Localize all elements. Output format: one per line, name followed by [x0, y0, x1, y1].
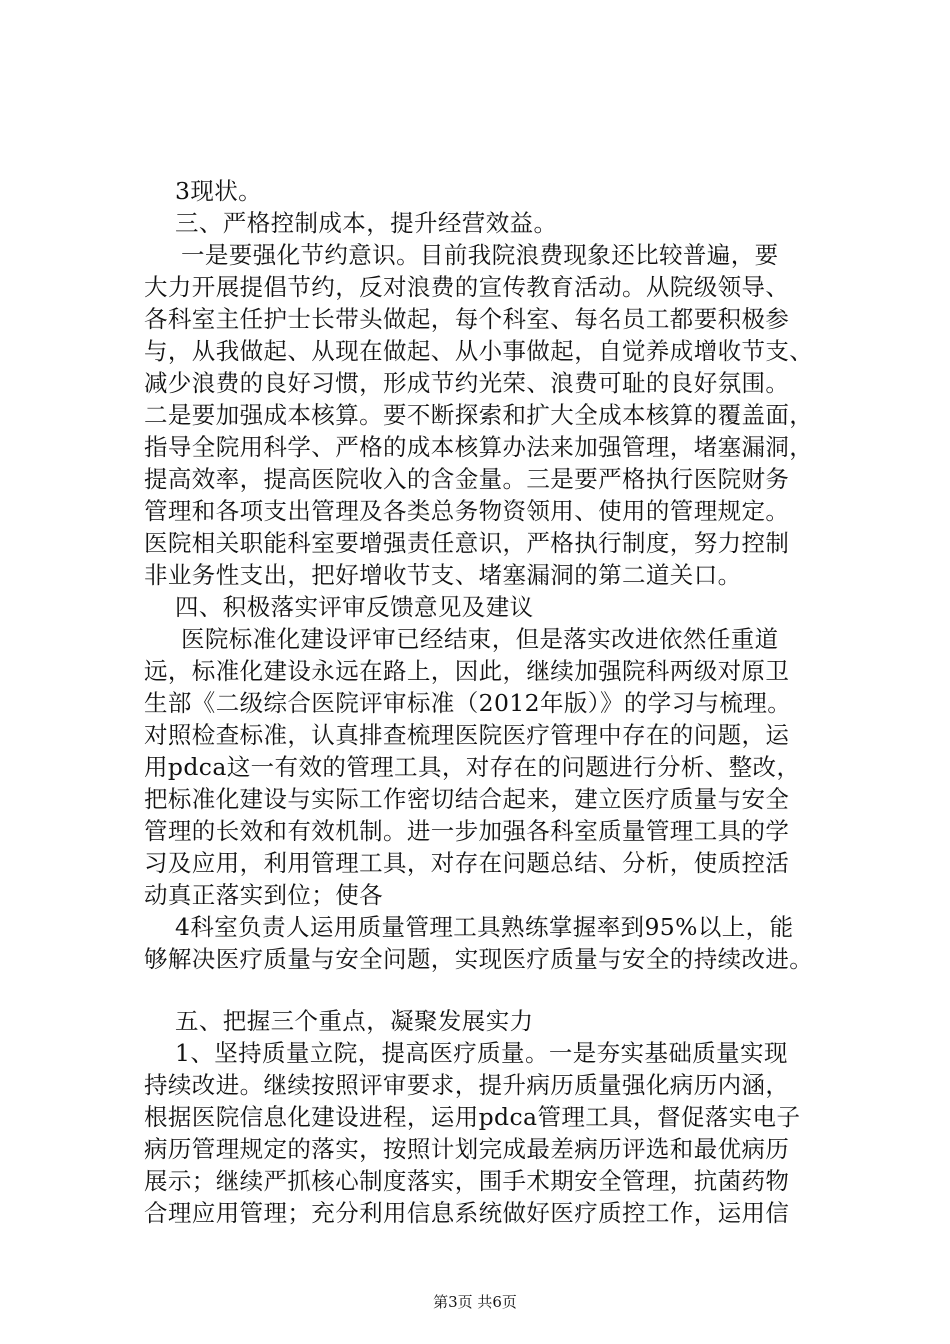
section-heading: 五、把握三个重点，凝聚发展实力 [175, 1007, 534, 1035]
text-line: 与，从我做起、从现在做起、从小事做起，自觉养成增收节支、 [144, 337, 814, 365]
text-line: 指导全院用科学、严格的成本核算办法来加强管理，堵塞漏洞， [144, 433, 814, 461]
text-line: 用pdca这一有效的管理工具，对存在的问题进行分析、整改， [144, 753, 801, 781]
section-heading: 三、严格控制成本，提升经营效益。 [175, 209, 558, 237]
text-line: 非业务性支出，把好增收节支、堵塞漏洞的第二道关口。 [144, 561, 742, 589]
text-line: 远，标准化建设永远在路上，因此，继续加强院科两级对原卫 [144, 657, 790, 685]
text-line: 动真正落实到位；使各 [144, 881, 383, 909]
text-line: 大力开展提倡节约，反对浪费的宣传教育活动。从院级领导、 [144, 273, 790, 301]
text-line: 病历管理规定的落实，按照计划完成最差病历评选和最优病历 [144, 1135, 790, 1163]
text-line: 提高效率，提高医院收入的含金量。三是要严格执行医院财务 [144, 465, 790, 493]
text-line: 把标准化建设与实际工作密切结合起来，建立医疗质量与安全 [144, 785, 790, 813]
text-line: 4科室负责人运用质量管理工具熟练掌握率到95%以上，能 [175, 913, 794, 941]
text-line: 展示；继续严抓核心制度落实，围手术期安全管理，抗菌药物 [144, 1167, 790, 1195]
text-line: 医院相关职能科室要增强责任意识，严格执行制度，努力控制 [144, 529, 790, 557]
text-line: 管理的长效和有效机制。进一步加强各科室质量管理工具的学 [144, 817, 790, 845]
section-heading: 四、积极落实评审反馈意见及建议 [175, 593, 534, 621]
page-number-footer: 第3页 共6页 [433, 1293, 517, 1311]
text-line: 一是要强化节约意识。目前我院浪费现象还比较普遍，要 [181, 241, 779, 269]
text-line: 二是要加强成本核算。要不断探索和扩大全成本核算的覆盖面， [144, 401, 814, 429]
text-line: 合理应用管理；充分利用信息系统做好医疗质控工作，运用信 [144, 1199, 790, 1227]
text-line: 根据医院信息化建设进程，运用pdca管理工具，督促落实电子 [144, 1103, 801, 1131]
text-line: 够解决医疗质量与安全问题，实现医疗质量与安全的持续改进。 [144, 945, 814, 973]
text-line: 减少浪费的良好习惯，形成节约光荣、浪费可耻的良好氛围。 [144, 369, 790, 397]
text-line: 生部《二级综合医院评审标准（2012年版）》的学习与梳理。 [144, 689, 792, 717]
text-line: 3现状。 [175, 177, 263, 205]
text-line: 1、坚持质量立院，提高医疗质量。一是夯实基础质量实现 [175, 1039, 788, 1067]
text-line: 对照检查标准，认真排查梳理医院医疗管理中存在的问题，运 [144, 721, 790, 749]
text-line: 管理和各项支出管理及各类总务物资领用、使用的管理规定。 [144, 497, 790, 525]
text-line: 习及应用，利用管理工具，对存在问题总结、分析，使质控活 [144, 849, 790, 877]
text-line: 医院标准化建设评审已经结束，但是落实改进依然任重道 [181, 625, 779, 653]
text-line: 持续改进。继续按照评审要求，提升病历质量强化病历内涵， [144, 1071, 790, 1099]
text-line: 各科室主任护士长带头做起，每个科室、每名员工都要积极参 [144, 305, 790, 333]
